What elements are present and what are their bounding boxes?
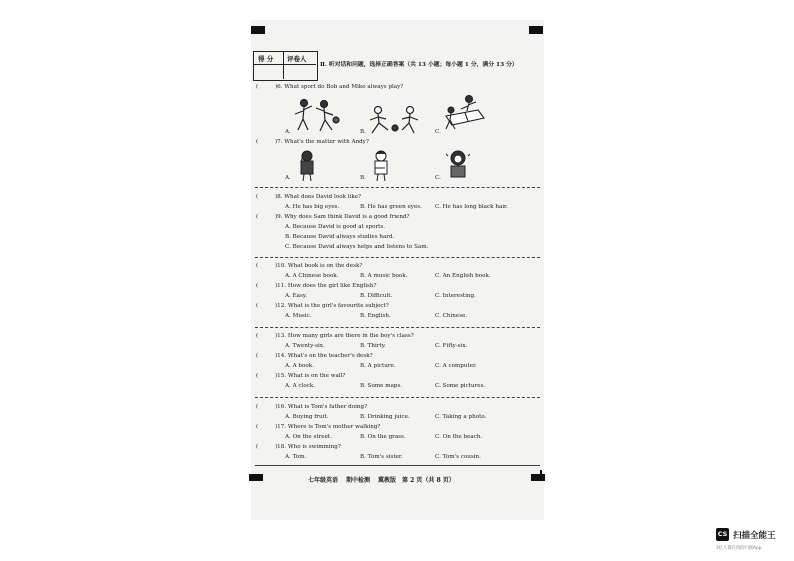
footer-exam: 期中检测 (346, 477, 371, 484)
q11-option-c: C. Interesting. (435, 293, 476, 299)
question-14: )14. What's on the teacher's desk? (275, 353, 373, 359)
question-6: )6. What sport do Bob and Mike always play? (275, 84, 404, 90)
footer-grade: 七年级英语 (308, 477, 339, 484)
answer-bracket-18: ( (256, 444, 259, 450)
watermark-title: 扫描全能王 (733, 531, 776, 541)
question-13: )13. How many girls are there in the boy's class? (275, 333, 414, 339)
q12-option-b: B. English. (360, 313, 391, 319)
section-divider-4 (255, 397, 540, 398)
q12-option-c: C. Chinese. (435, 313, 468, 319)
registration-mark-top-left (251, 26, 265, 34)
q13-option-b: B. Thirty. (360, 343, 386, 349)
answer-bracket-16: ( (256, 404, 259, 410)
people-playing-soccer-icon (366, 106, 424, 136)
q17-option-b: B. On the grass. (360, 434, 406, 440)
answer-bracket-10: ( (256, 263, 259, 269)
section-divider-2 (255, 257, 540, 258)
q8-option-a: A. He has big eyes. (285, 204, 340, 210)
answer-bracket-7: ( (256, 139, 259, 145)
q15-option-a: A. A clock. (285, 383, 316, 389)
q10-option-c: C. An English book. (435, 273, 491, 279)
question-16: )16. What is Tom's father doing? (275, 404, 368, 410)
score-label: 得 分 (258, 55, 274, 63)
q15-option-b: B. Some maps. (360, 383, 403, 389)
answer-bracket-15: ( (256, 373, 259, 379)
registration-mark-bottom-right (531, 474, 545, 481)
people-playing-basketball-icon (290, 98, 342, 134)
q16-option-a: A. Buying fruit. (285, 414, 329, 420)
answer-bracket-9: ( (256, 214, 259, 220)
section-divider-5 (255, 465, 540, 466)
people-playing-ping-pong-icon (442, 94, 486, 132)
registration-mark-top-right (529, 26, 543, 34)
boy-sneezing-icon (446, 150, 470, 182)
registration-mark-bottom-left (249, 474, 263, 481)
q18-option-c: C. Tom's cousin. (435, 454, 481, 460)
q10-option-a: A. A Chinese book. (285, 273, 339, 279)
q8-option-c: C. He has long black hair. (435, 204, 508, 210)
q14-option-a: A. A book. (285, 363, 314, 369)
footer-edition: 冀教版 (378, 477, 397, 484)
boy-stomachache-icon (370, 150, 392, 182)
q18-option-b: B. Tom's sister. (360, 454, 403, 460)
q16-option-b: B. Drinking juice. (360, 414, 410, 420)
q14-option-b: B. A picture. (360, 363, 396, 369)
answer-bracket-13: ( (256, 333, 259, 339)
grader-label: 评卷人 (287, 55, 307, 63)
q13-option-c: C. Fifty-six. (435, 343, 468, 349)
q15-option-c: C. Some pictures. (435, 383, 486, 389)
q7-option-a: A. (285, 175, 291, 181)
q8-option-b: B. He has green eyes. (360, 204, 422, 210)
question-12: )12. What is the girl's favourite subject? (275, 303, 389, 309)
q10-option-b: B. A music book. (360, 273, 408, 279)
answer-bracket-12: ( (256, 303, 259, 309)
q18-option-a: A. Tom. (285, 454, 307, 460)
footer-page: 第 2 页（共 8 页） (402, 477, 455, 484)
question-11: )11. How does the girl like English? (275, 283, 377, 289)
q13-option-a: A. Twenty-six. (285, 343, 325, 349)
q6-option-b: B. (360, 129, 366, 135)
q7-option-b: B. (360, 175, 366, 181)
q17-option-a: A. On the street. (285, 434, 332, 440)
q16-option-c: C. Taking a photo. (435, 414, 487, 420)
question-8: )8. What does David look like? (275, 194, 362, 200)
question-18: )18. Who is swimming? (275, 444, 341, 450)
q9-option-b: B. Because David always studies hard. (285, 234, 395, 240)
q14-option-c: C. A computer. (435, 363, 477, 369)
q11-option-b: B. Difficult. (360, 293, 393, 299)
page-edge-mark (540, 470, 542, 480)
question-7: )7. What's the matter with Andy? (275, 139, 369, 145)
answer-bracket-6: ( (256, 84, 259, 90)
question-17: )17. Where is Tom's mother walking? (275, 424, 381, 430)
answer-bracket-8: ( (256, 194, 259, 200)
camscanner-logo-icon: CS (716, 528, 729, 541)
q6-option-a: A. (285, 129, 291, 135)
q9-option-a: A. Because David is good at sports. (285, 224, 386, 230)
q9-option-c: C. Because David always helps and listens to Sam. (285, 244, 429, 250)
watermark-subtitle: 3亿人都在用的扫描App (716, 546, 762, 551)
section-divider-1 (255, 187, 540, 188)
question-15: )15. What is on the wall? (275, 373, 346, 379)
question-10: )10. What book is on the desk? (275, 263, 363, 269)
q11-option-a: A. Easy. (285, 293, 308, 299)
answer-bracket-17: ( (256, 424, 259, 430)
q6-option-c: C. (435, 129, 441, 135)
score-table-divider (283, 51, 284, 79)
q7-option-c: C. (435, 175, 441, 181)
boy-headache-icon (296, 150, 318, 182)
section-title: Ⅱ. 听对话和问题，选择正确答案（共 13 小题；每小题 1 分，满分 13 分） (320, 62, 518, 68)
q17-option-c: C. On the beach. (435, 434, 483, 440)
answer-bracket-14: ( (256, 353, 259, 359)
section-divider-3 (255, 327, 540, 328)
q12-option-a: A. Music. (285, 313, 312, 319)
answer-bracket-11: ( (256, 283, 259, 289)
question-9: )9. Why does Sam think David is a good friend? (275, 214, 410, 220)
